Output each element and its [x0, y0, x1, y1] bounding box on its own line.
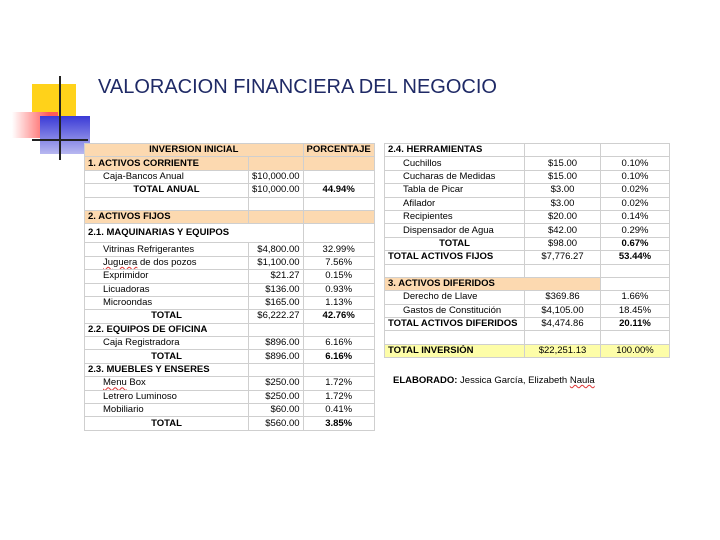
row-value: $4,800.00 — [249, 243, 304, 256]
row-value: $3.00 — [525, 184, 601, 197]
total-pct: 44.94% — [303, 184, 374, 197]
row-value: $60.00 — [249, 404, 304, 417]
table-row — [385, 304, 670, 317]
spacer-row — [85, 197, 375, 210]
row-pct: 1.72% — [303, 390, 374, 403]
spacer-row — [385, 264, 670, 277]
row-label: Exprimidor — [85, 270, 249, 283]
section-row — [85, 363, 375, 376]
row-pct: 32.99% — [303, 243, 374, 256]
total-label: TOTAL ACTIVOS DIFERIDOS — [385, 318, 525, 331]
row-pct: 0.93% — [303, 283, 374, 296]
total-row — [85, 417, 375, 430]
row-pct: 1.66% — [601, 291, 670, 304]
row-pct: 0.10% — [601, 170, 670, 183]
total-value: $7,776.27 — [525, 251, 601, 264]
row-label: Mobiliario — [85, 404, 249, 417]
row-label: Cuchillos — [385, 157, 525, 170]
row-pct: 6.16% — [303, 337, 374, 350]
row-label — [85, 256, 249, 269]
row-pct: 0.15% — [303, 270, 374, 283]
section-label: 2. ACTIVOS FIJOS — [85, 210, 249, 223]
row-value: $15.00 — [525, 157, 601, 170]
table-row — [85, 296, 375, 309]
inversion-inicial-table — [84, 143, 375, 431]
total-label: TOTAL — [85, 417, 249, 430]
section-row — [85, 323, 375, 336]
decor-vertical-line — [59, 76, 61, 160]
table-row — [85, 256, 375, 269]
total-label: TOTAL ACTIVOS FIJOS — [385, 251, 525, 264]
author-names: Jessica García, Elizabeth — [457, 375, 570, 386]
row-label: Cucharas de Medidas — [385, 170, 525, 183]
section-label: 1. ACTIVOS CORRIENTE — [85, 157, 249, 170]
total-value: $6,222.27 — [249, 310, 304, 323]
header-label: INVERSION INICIAL — [85, 144, 304, 157]
row-value: $1,100.00 — [249, 256, 304, 269]
row-pct: 18.45% — [601, 304, 670, 317]
row-value: $20.00 — [525, 210, 601, 223]
table-row — [85, 337, 375, 350]
total-row — [385, 251, 670, 264]
total-value: $896.00 — [249, 350, 304, 363]
table-row — [385, 184, 670, 197]
total-pct: 6.16% — [303, 350, 374, 363]
row-label: Tabla de Picar — [385, 184, 525, 197]
row-pct: 0.41% — [303, 404, 374, 417]
table-row — [85, 377, 375, 390]
total-pct: 42.76% — [303, 310, 374, 323]
row-label: Dispensador de Agua — [385, 224, 525, 237]
section-row — [85, 224, 375, 243]
table-row — [85, 270, 375, 283]
row-label: Letrero Luminoso — [85, 390, 249, 403]
table-row — [385, 224, 670, 237]
author-credit — [393, 375, 595, 386]
row-pct: 1.72% — [303, 377, 374, 390]
row-label: Microondas — [85, 296, 249, 309]
table-row — [385, 197, 670, 210]
row-value: $4,105.00 — [525, 304, 601, 317]
row-label-word: Juguera — [103, 256, 138, 268]
row-label: Afilador — [385, 197, 525, 210]
table-row — [85, 243, 375, 256]
row-value: $369.86 — [525, 291, 601, 304]
grand-total-pct: 100.00% — [601, 344, 670, 357]
total-row — [385, 237, 670, 250]
row-value: $250.00 — [249, 390, 304, 403]
table-row — [385, 157, 670, 170]
table-header-row — [85, 144, 375, 157]
row-pct: 0.02% — [601, 197, 670, 210]
row-pct — [303, 170, 374, 183]
row-label-rest: Box — [126, 377, 146, 389]
total-pct: 20.11% — [601, 318, 670, 331]
section-row — [385, 277, 670, 290]
row-value: $3.00 — [525, 197, 601, 210]
row-pct: 0.29% — [601, 224, 670, 237]
section-row — [385, 144, 670, 157]
row-value: $165.00 — [249, 296, 304, 309]
total-row — [85, 184, 375, 197]
grand-total-row — [385, 344, 670, 357]
section-label: 2.1. MAQUINARIAS Y EQUIPOS — [85, 224, 304, 243]
table-row — [385, 291, 670, 304]
row-value: $136.00 — [249, 283, 304, 296]
row-value: $42.00 — [525, 224, 601, 237]
row-label-word: Menu — [103, 377, 127, 389]
grand-total-value: $22,251.13 — [525, 344, 601, 357]
total-row — [85, 350, 375, 363]
total-value: $10,000.00 — [249, 184, 304, 197]
total-row — [85, 310, 375, 323]
total-value: $560.00 — [249, 417, 304, 430]
row-pct: 0.14% — [601, 210, 670, 223]
row-value: $15.00 — [525, 170, 601, 183]
author-label: ELABORADO: — [393, 375, 458, 386]
row-pct: 7.56% — [303, 256, 374, 269]
row-label: Vitrinas Refrigerantes — [85, 243, 249, 256]
total-pct: 0.67% — [601, 237, 670, 250]
section-label: 2.2. EQUIPOS DE OFICINA — [85, 323, 249, 336]
row-value: $21.27 — [249, 270, 304, 283]
table-row — [85, 404, 375, 417]
row-pct: 0.02% — [601, 184, 670, 197]
decor-horizontal-line — [32, 139, 88, 141]
row-label: Caja-Bancos Anual — [85, 170, 249, 183]
row-label: Recipientes — [385, 210, 525, 223]
section-row — [85, 157, 375, 170]
row-label: Derecho de Llave — [385, 291, 525, 304]
total-label: TOTAL — [85, 350, 249, 363]
total-label: TOTAL — [385, 237, 525, 250]
total-value: $4,474.86 — [525, 318, 601, 331]
table-row — [385, 210, 670, 223]
section-row — [85, 210, 375, 223]
row-pct: 1.13% — [303, 296, 374, 309]
row-value: $10,000.00 — [249, 170, 304, 183]
total-value: $98.00 — [525, 237, 601, 250]
total-pct: 3.85% — [303, 417, 374, 430]
row-value: $250.00 — [249, 377, 304, 390]
spacer-row — [385, 331, 670, 344]
row-label: Licuadoras — [85, 283, 249, 296]
page-title: VALORACION FINANCIERA DEL NEGOCIO — [98, 76, 497, 98]
total-label: TOTAL — [85, 310, 249, 323]
table-row — [85, 283, 375, 296]
row-label-rest: de dos pozos — [137, 256, 197, 268]
section-label: 3. ACTIVOS DIFERIDOS — [385, 277, 601, 290]
total-pct: 53.44% — [601, 251, 670, 264]
decor-blue-square — [40, 116, 90, 154]
grand-total-label: TOTAL INVERSIÓN — [385, 344, 525, 357]
total-label: TOTAL ANUAL — [85, 184, 249, 197]
row-label — [85, 377, 249, 390]
total-row — [385, 318, 670, 331]
section-label: 2.4. HERRAMIENTAS — [385, 144, 525, 157]
row-label: Caja Registradora — [85, 337, 249, 350]
author-last-name: Naula — [569, 375, 595, 386]
herramientas-diferidos-table — [384, 143, 670, 358]
row-label: Gastos de Constitución — [385, 304, 525, 317]
header-pct: PORCENTAJE — [303, 144, 374, 157]
section-label: 2.3. MUEBLES Y ENSERES — [85, 363, 249, 376]
row-pct: 0.10% — [601, 157, 670, 170]
table-row — [385, 170, 670, 183]
table-row — [85, 170, 375, 183]
table-row — [85, 390, 375, 403]
row-value: $896.00 — [249, 337, 304, 350]
